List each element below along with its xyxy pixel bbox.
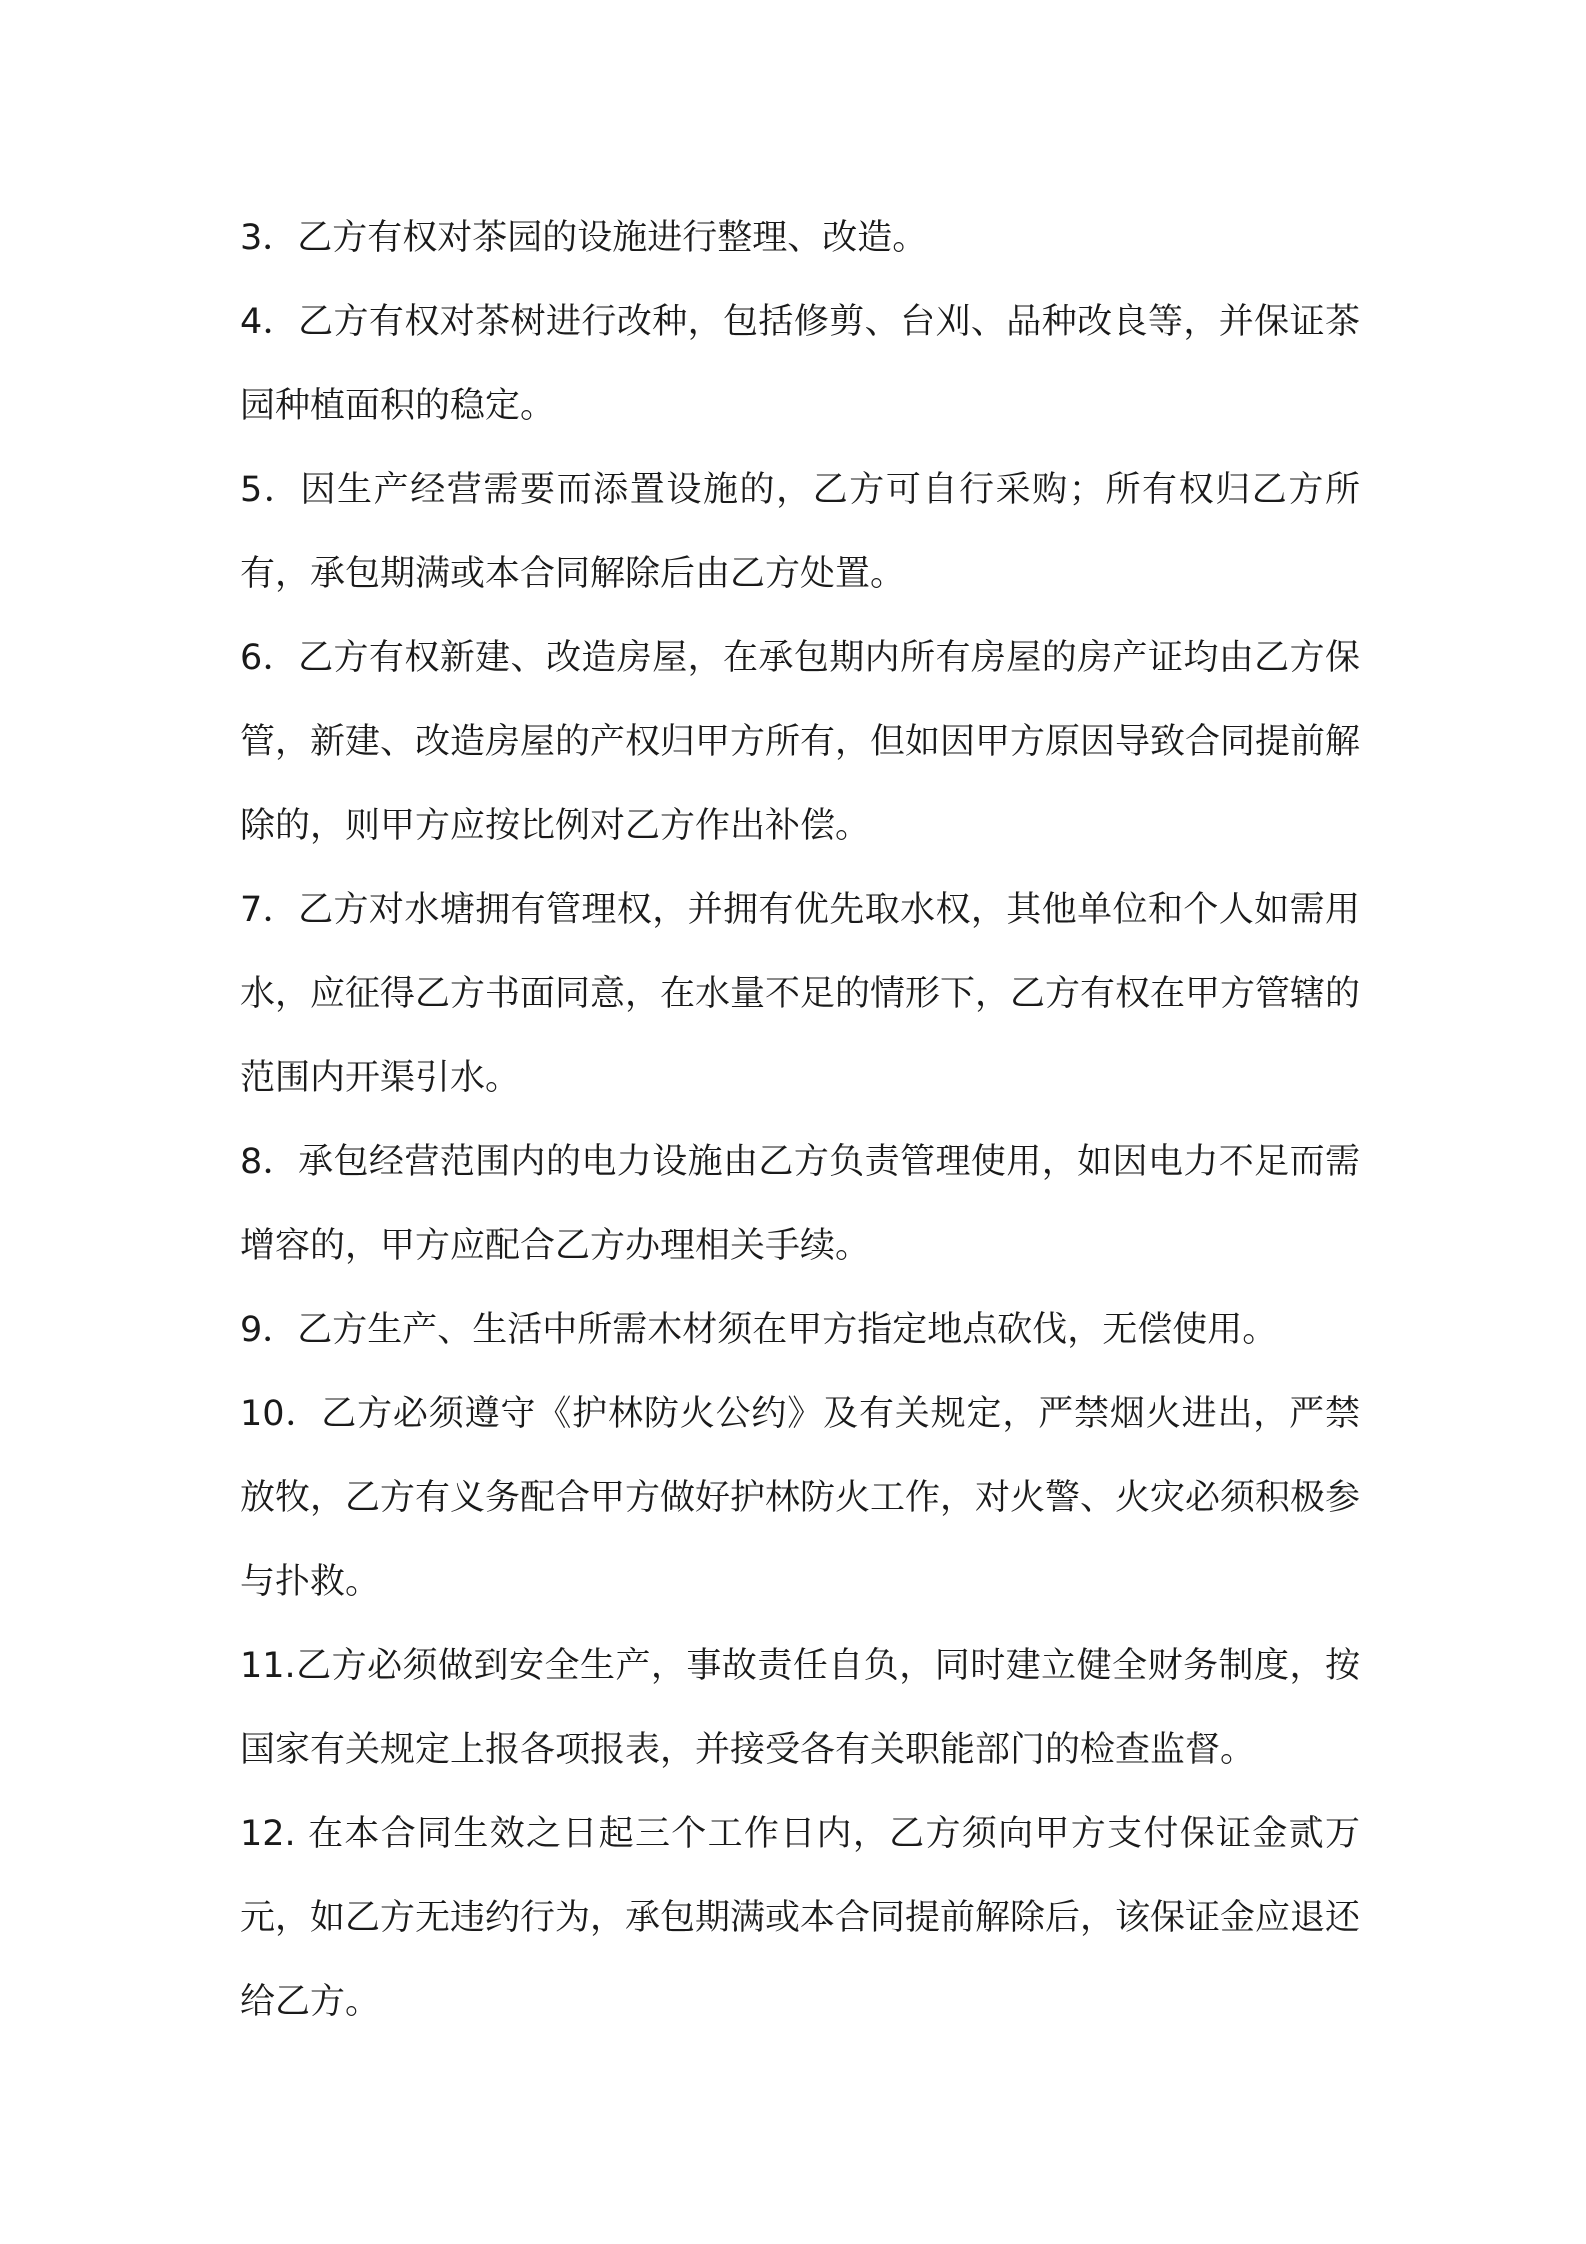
clause-6: 6．乙方有权新建、改造房屋，在承包期内所有房屋的房产证均由乙方保管，新建、改造房屋的产权归甲方所有，但如因甲方原因导致合同提前解除的，则甲方应按比例对乙方作出补偿。 — [240, 638, 1361, 846]
clause-12: 12. 在本合同生效之日起三个工作日内，乙方须向甲方支付保证金贰万元，如乙方无违约行为，承包期满或本合同提前解除后，该保证金应退还给乙方。 — [240, 1814, 1361, 2022]
document-body — [240, 196, 1360, 2044]
clause-10: 10．乙方必须遵守《护林防火公约》及有关规定，严禁烟火进出，严禁放牧，乙方有义务配合甲方做好护林防火工作，对火警、火灾必须积极参与扑救。 — [240, 1394, 1361, 1602]
clause-9: 9．乙方生产、生活中所需木材须在甲方指定地点砍伐，无偿使用。 — [240, 1310, 1278, 1350]
clause-5: 5．因生产经营需要而添置设施的，乙方可自行采购；所有权归乙方所有，承包期满或本合同解除后由乙方处置。 — [240, 470, 1360, 594]
clause-3: 3．乙方有权对茶园的设施进行整理、改造。 — [240, 218, 928, 258]
clause-7: 7．乙方对水塘拥有管理权，并拥有优先取水权，其他单位和个人如需用水，应征得乙方书面同意，在水量不足的情形下，乙方有权在甲方管辖的范围内开渠引水。 — [240, 890, 1361, 1098]
clause-8: 8．承包经营范围内的电力设施由乙方负责管理使用，如因电力不足而需增容的，甲方应配合乙方办理相关手续。 — [240, 1142, 1360, 1266]
clause-11: 11.乙方必须做到安全生产，事故责任自负，同时建立健全财务制度，按国家有关规定上报各项报表，并接受各有关职能部门的检查监督。 — [240, 1646, 1360, 1770]
clause-4: 4．乙方有权对茶树进行改种，包括修剪、台刈、品种改良等，并保证茶园种植面积的稳定。 — [240, 302, 1360, 426]
